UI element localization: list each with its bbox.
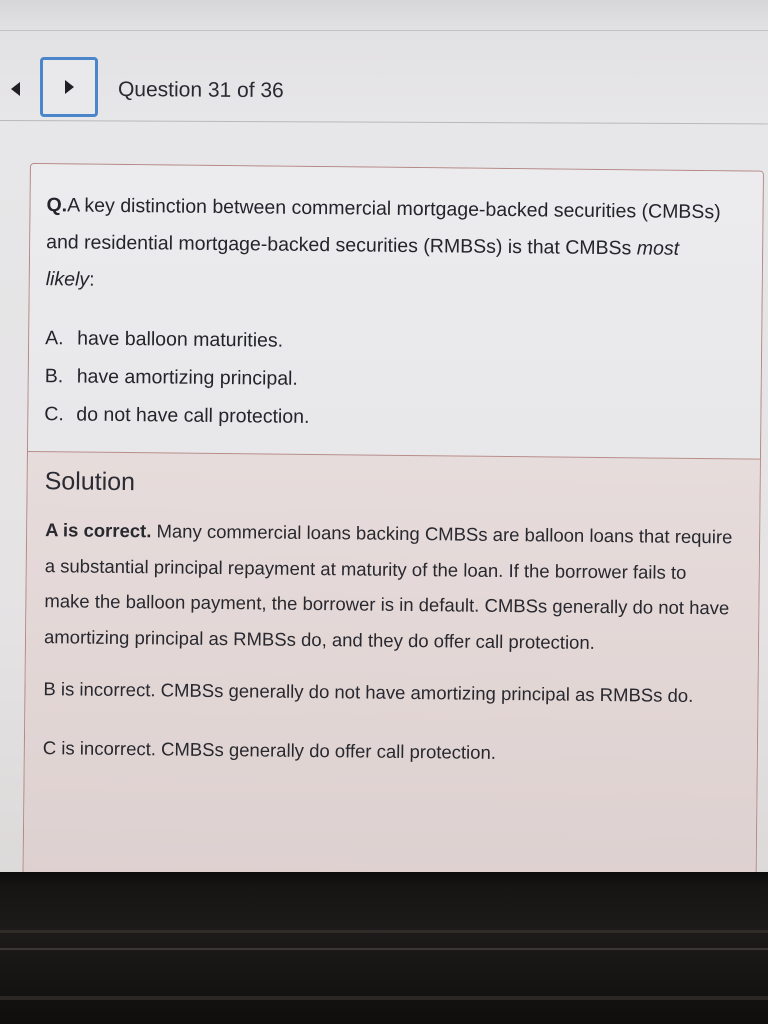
explanation-c: C is incorrect. CMBSs generally do offer call protection. — [42, 737, 497, 763]
triangle-left-icon — [11, 82, 20, 96]
question-stem — [46, 187, 727, 305]
triangle-right-icon — [65, 80, 74, 94]
question-nav-bar — [0, 64, 768, 124]
answer-option-c[interactable] — [44, 395, 724, 440]
question-prefix: Q. — [46, 194, 68, 217]
next-question-button[interactable] — [40, 57, 98, 117]
option-letter: B. — [44, 365, 64, 388]
correct-answer-lead: A is correct. — [45, 519, 152, 542]
correct-answer-text: Many commercial loans backing CMBSs are balloon loans that require a substantial principal repayment at maturity of the loan. If the borrower fails to make the balloon payment, the borrower is in default. CMBSs generally do not have amortizing principal as RMBSs do, and they do offer call protection. — [43, 520, 733, 653]
answer-options — [44, 319, 725, 440]
solution-panel — [23, 451, 760, 930]
question-panel — [28, 164, 763, 459]
option-text: do not have call protection. — [76, 403, 310, 428]
option-letter: C. — [44, 403, 64, 426]
question-card — [22, 163, 764, 931]
top-divider — [0, 30, 768, 31]
explanation-b: B is incorrect. CMBSs generally do not have amortizing principal as RMBSs do. — [43, 678, 694, 706]
bezel-edge — [0, 948, 768, 950]
question-stem-text: A key distinction between commercial mortgage-backed securities (CMBSs) and residential mortgage-backed securities (RMBSs) is that CMBSs — [46, 194, 721, 260]
solution-title: Solution — [44, 467, 136, 497]
option-text: have balloon maturities. — [77, 327, 284, 352]
bezel-edge — [0, 930, 768, 933]
question-stem-emphasis: most likely — [45, 237, 680, 291]
previous-question-button[interactable] — [2, 76, 28, 102]
question-stem-end: : — [89, 268, 95, 291]
bezel-edge — [0, 996, 768, 1000]
explanation-correct — [44, 512, 735, 661]
solution-body — [43, 512, 736, 773]
option-letter: A. — [45, 327, 64, 350]
option-text: have amortizing principal. — [76, 365, 298, 390]
question-counter: Question 31 of 36 — [117, 78, 284, 103]
